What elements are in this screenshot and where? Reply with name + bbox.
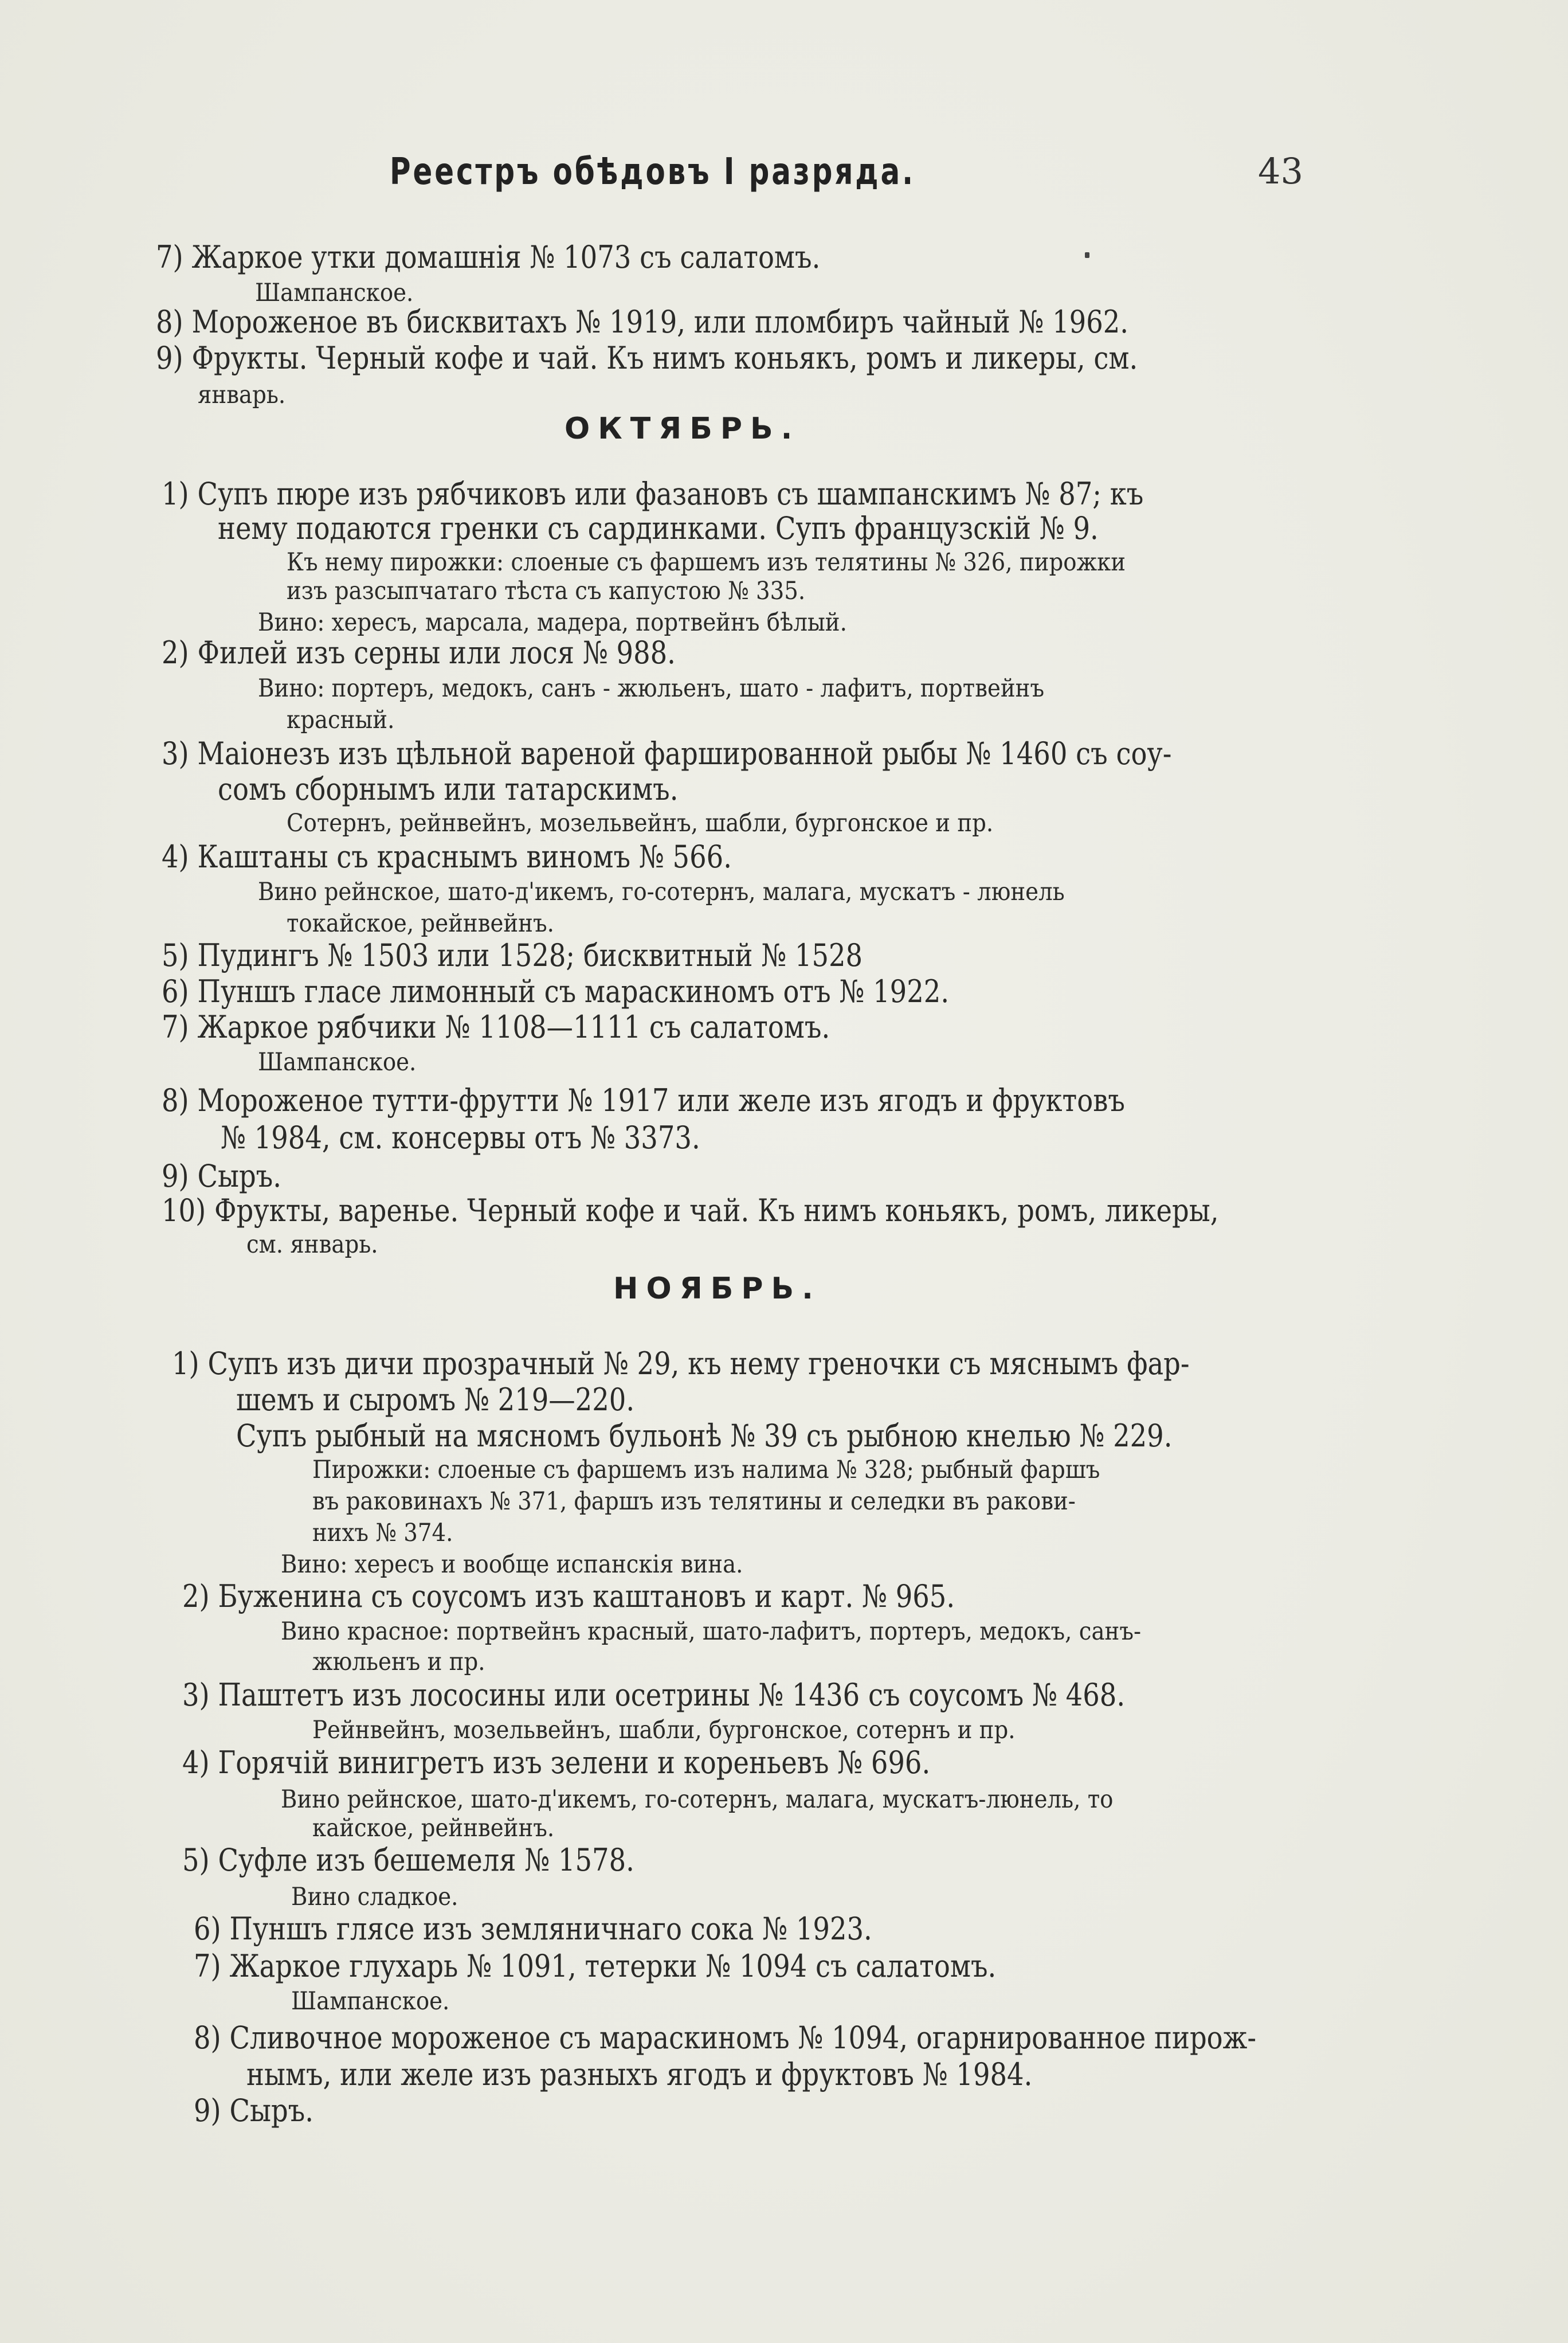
menu-item [162,736,1172,772]
item-text: Филей изъ серны или лося № 988. [197,635,676,671]
wine-note: Сотернъ, рейнвейнъ, мозельвейнъ, шабли, бургонское и пр. [287,809,994,838]
item-number: 4) [182,1744,210,1781]
wine-note: кайское, рейнвейнъ. [312,1814,555,1843]
item-text: Пуншъ гласе лимонный съ мараскиномъ отъ № 1922. [197,973,950,1010]
item-text: Жаркое утки домашнія № 1073 съ салатомъ. [191,239,821,275]
item-number: 8) [194,2020,221,2056]
item-number: 2) [162,635,189,671]
item-number: 8) [162,1082,189,1118]
item-number: 9) [162,1158,189,1194]
menu-item [162,1192,1219,1229]
menu-item [162,839,732,875]
item-continuation: нему подаются гренки съ сардинками. Супъ французскій № 9. [218,510,1099,546]
menu-item [194,2020,1257,2056]
menu-item [156,340,1138,376]
menu-item [162,1158,281,1194]
wine-note: Рейнвейнъ, мозельвейнъ, шабли, бургонское, сотернъ и пр. [312,1716,1016,1744]
item-text: Фрукты, варенье. Черный кофе и чай. Къ нимъ коньякъ, ромъ, ликеры, [214,1192,1219,1229]
item-text: Горячій винигретъ изъ зелени и кореньевъ № 696. [218,1744,931,1781]
pastry-note: нихъ № 374. [312,1519,453,1547]
item-number: 2) [182,1578,210,1614]
page-number: 43 [1258,150,1303,192]
section-title-october: ОКТЯБРЬ. [565,412,801,446]
item-text: Суфле изъ бешемеля № 1578. [218,1842,634,1878]
item-number: 3) [182,1677,210,1713]
pastry-note: изъ разсыпчатаго тѣста съ капустою № 335. [287,577,806,605]
item-number: 8) [156,304,183,340]
menu-item [194,2092,313,2129]
item-text: Сыръ. [197,1158,281,1194]
menu-item [182,1842,634,1878]
item-text: Буженина съ соусомъ изъ каштановъ и карт. № 965. [218,1578,955,1614]
item-number: 6) [194,1911,221,1947]
menu-item [182,1578,955,1614]
item-text: Сливочное мороженое съ мараскиномъ № 1094, огарнированное пирож- [229,2020,1257,2056]
section-title-november: НОЯБРЬ. [613,1272,821,1306]
menu-item [194,1948,997,1984]
item-text: Жаркое глухарь № 1091, тетерки № 1094 съ салатомъ. [229,1948,997,1984]
item-number: 9) [156,340,183,376]
item-continuation: см. январь. [246,1230,378,1259]
item-text: Пуншъ глясе изъ земляничнаго сока № 1923. [229,1911,872,1947]
item-number: 1) [162,476,189,512]
wine-note: Вино рейнское, шато-д'икемъ, го-сотернъ, малага, мускатъ-люнель, то [281,1785,1114,1814]
item-text: Супъ изъ дичи прозрачный № 29, къ нему греночки съ мяснымъ фар- [207,1345,1190,1382]
item-continuation: январь. [198,381,286,409]
item-text: Фрукты. Черный кофе и чай. Къ нимъ коньякъ, ромъ и ликеры, см. [191,340,1138,376]
running-header-title: Реестръ обѣдовъ I разряда. [390,151,915,193]
item-text: Каштаны съ краснымъ виномъ № 566. [197,839,732,875]
wine-note: токайское, рейнвейнъ. [287,909,554,938]
menu-item [162,973,950,1010]
item-text: Пудингъ № 1503 или 1528; бисквитный № 1528 [197,937,863,973]
item-number: 7) [156,239,183,275]
item-text: Жаркое рябчики № 1108—1111 съ салатомъ. [197,1009,830,1045]
item-number: 7) [162,1009,189,1045]
wine-note: Шампанское. [255,279,414,307]
item-number: 1) [172,1345,199,1382]
item-text: Мороженое тутти-фрутти № 1917 или желе изъ ягодъ и фруктовъ [197,1082,1125,1118]
item-text: Супъ пюре изъ рябчиковъ или фазановъ съ шампанскимъ № 87; къ [197,476,1144,512]
menu-item [194,1911,872,1947]
wine-note: Вино рейнское, шато-д'икемъ, го-сотернъ, малага, мускатъ - люнель [258,878,1065,906]
item-number: 5) [182,1842,210,1878]
wine-note: Шампанское. [258,1048,417,1077]
wine-note: Вино: портеръ, медокъ, санъ - жюльенъ, шато - лафитъ, портвейнъ [258,674,1045,703]
menu-item [156,239,821,275]
menu-item [156,304,1129,340]
item-text: Маіонезъ изъ цѣльной вареной фаршированной рыбы № 1460 съ соу- [197,736,1172,772]
pastry-note: въ раковинахъ № 371, фаршъ изъ телятины и селедки въ ракови- [312,1487,1076,1516]
menu-item [182,1744,931,1781]
item-continuation: № 1984, см. консервы отъ № 3373. [221,1120,700,1156]
item-number: 9) [194,2092,221,2129]
wine-note: Вино: хересъ, марсала, мадера, портвейнъ бѣлый. [258,608,847,637]
wine-note: красный. [287,706,395,734]
item-continuation: сомъ сборнымъ или татарскимъ. [218,771,679,807]
item-continuation: шемъ и сыромъ № 219—220. [236,1382,635,1418]
item-text: Сыръ. [229,2092,313,2129]
item-number: 6) [162,973,189,1010]
menu-item [182,1677,1126,1713]
menu-item [162,1082,1125,1118]
item-number: 4) [162,839,189,875]
item-number: 10) [162,1192,206,1229]
item-number: 3) [162,736,189,772]
wine-note: Вино сладкое. [291,1883,458,1911]
pastry-note: Пирожки: слоеные съ фаршемъ изъ налима № 328; рыбный фаршъ [312,1456,1100,1484]
menu-item [162,635,676,671]
wine-note: Вино: хересъ и вообще испанскія вина. [281,1550,743,1579]
wine-note: Шампанское. [291,1987,450,2016]
second-soup: Супъ рыбный на мясномъ бульонѣ № 39 съ рыбною кнелью № 229. [236,1418,1173,1454]
menu-item [162,476,1144,512]
item-text: Паштетъ изъ лососины или осетрины № 1436 съ соусомъ № 468. [218,1677,1126,1713]
item-text: Мороженое въ бисквитахъ № 1919, или пломбиръ чайный № 1962. [191,304,1129,340]
item-continuation: нымъ, или желе изъ разныхъ ягодъ и фруктовъ № 1984. [246,2056,1033,2092]
wine-note: Вино красное: портвейнъ красный, шато-лафитъ, портеръ, медокъ, санъ- [281,1617,1142,1646]
menu-item [172,1345,1190,1382]
menu-item [162,937,863,973]
item-number: 5) [162,937,189,973]
menu-item [162,1009,830,1045]
pastry-note: Къ нему пирожки: слоеные съ фаршемъ изъ телятины № 326, пирожки [287,548,1126,577]
wine-note: жюльенъ и пр. [312,1648,485,1676]
item-number: 7) [194,1948,221,1984]
ink-speck [1085,252,1089,258]
